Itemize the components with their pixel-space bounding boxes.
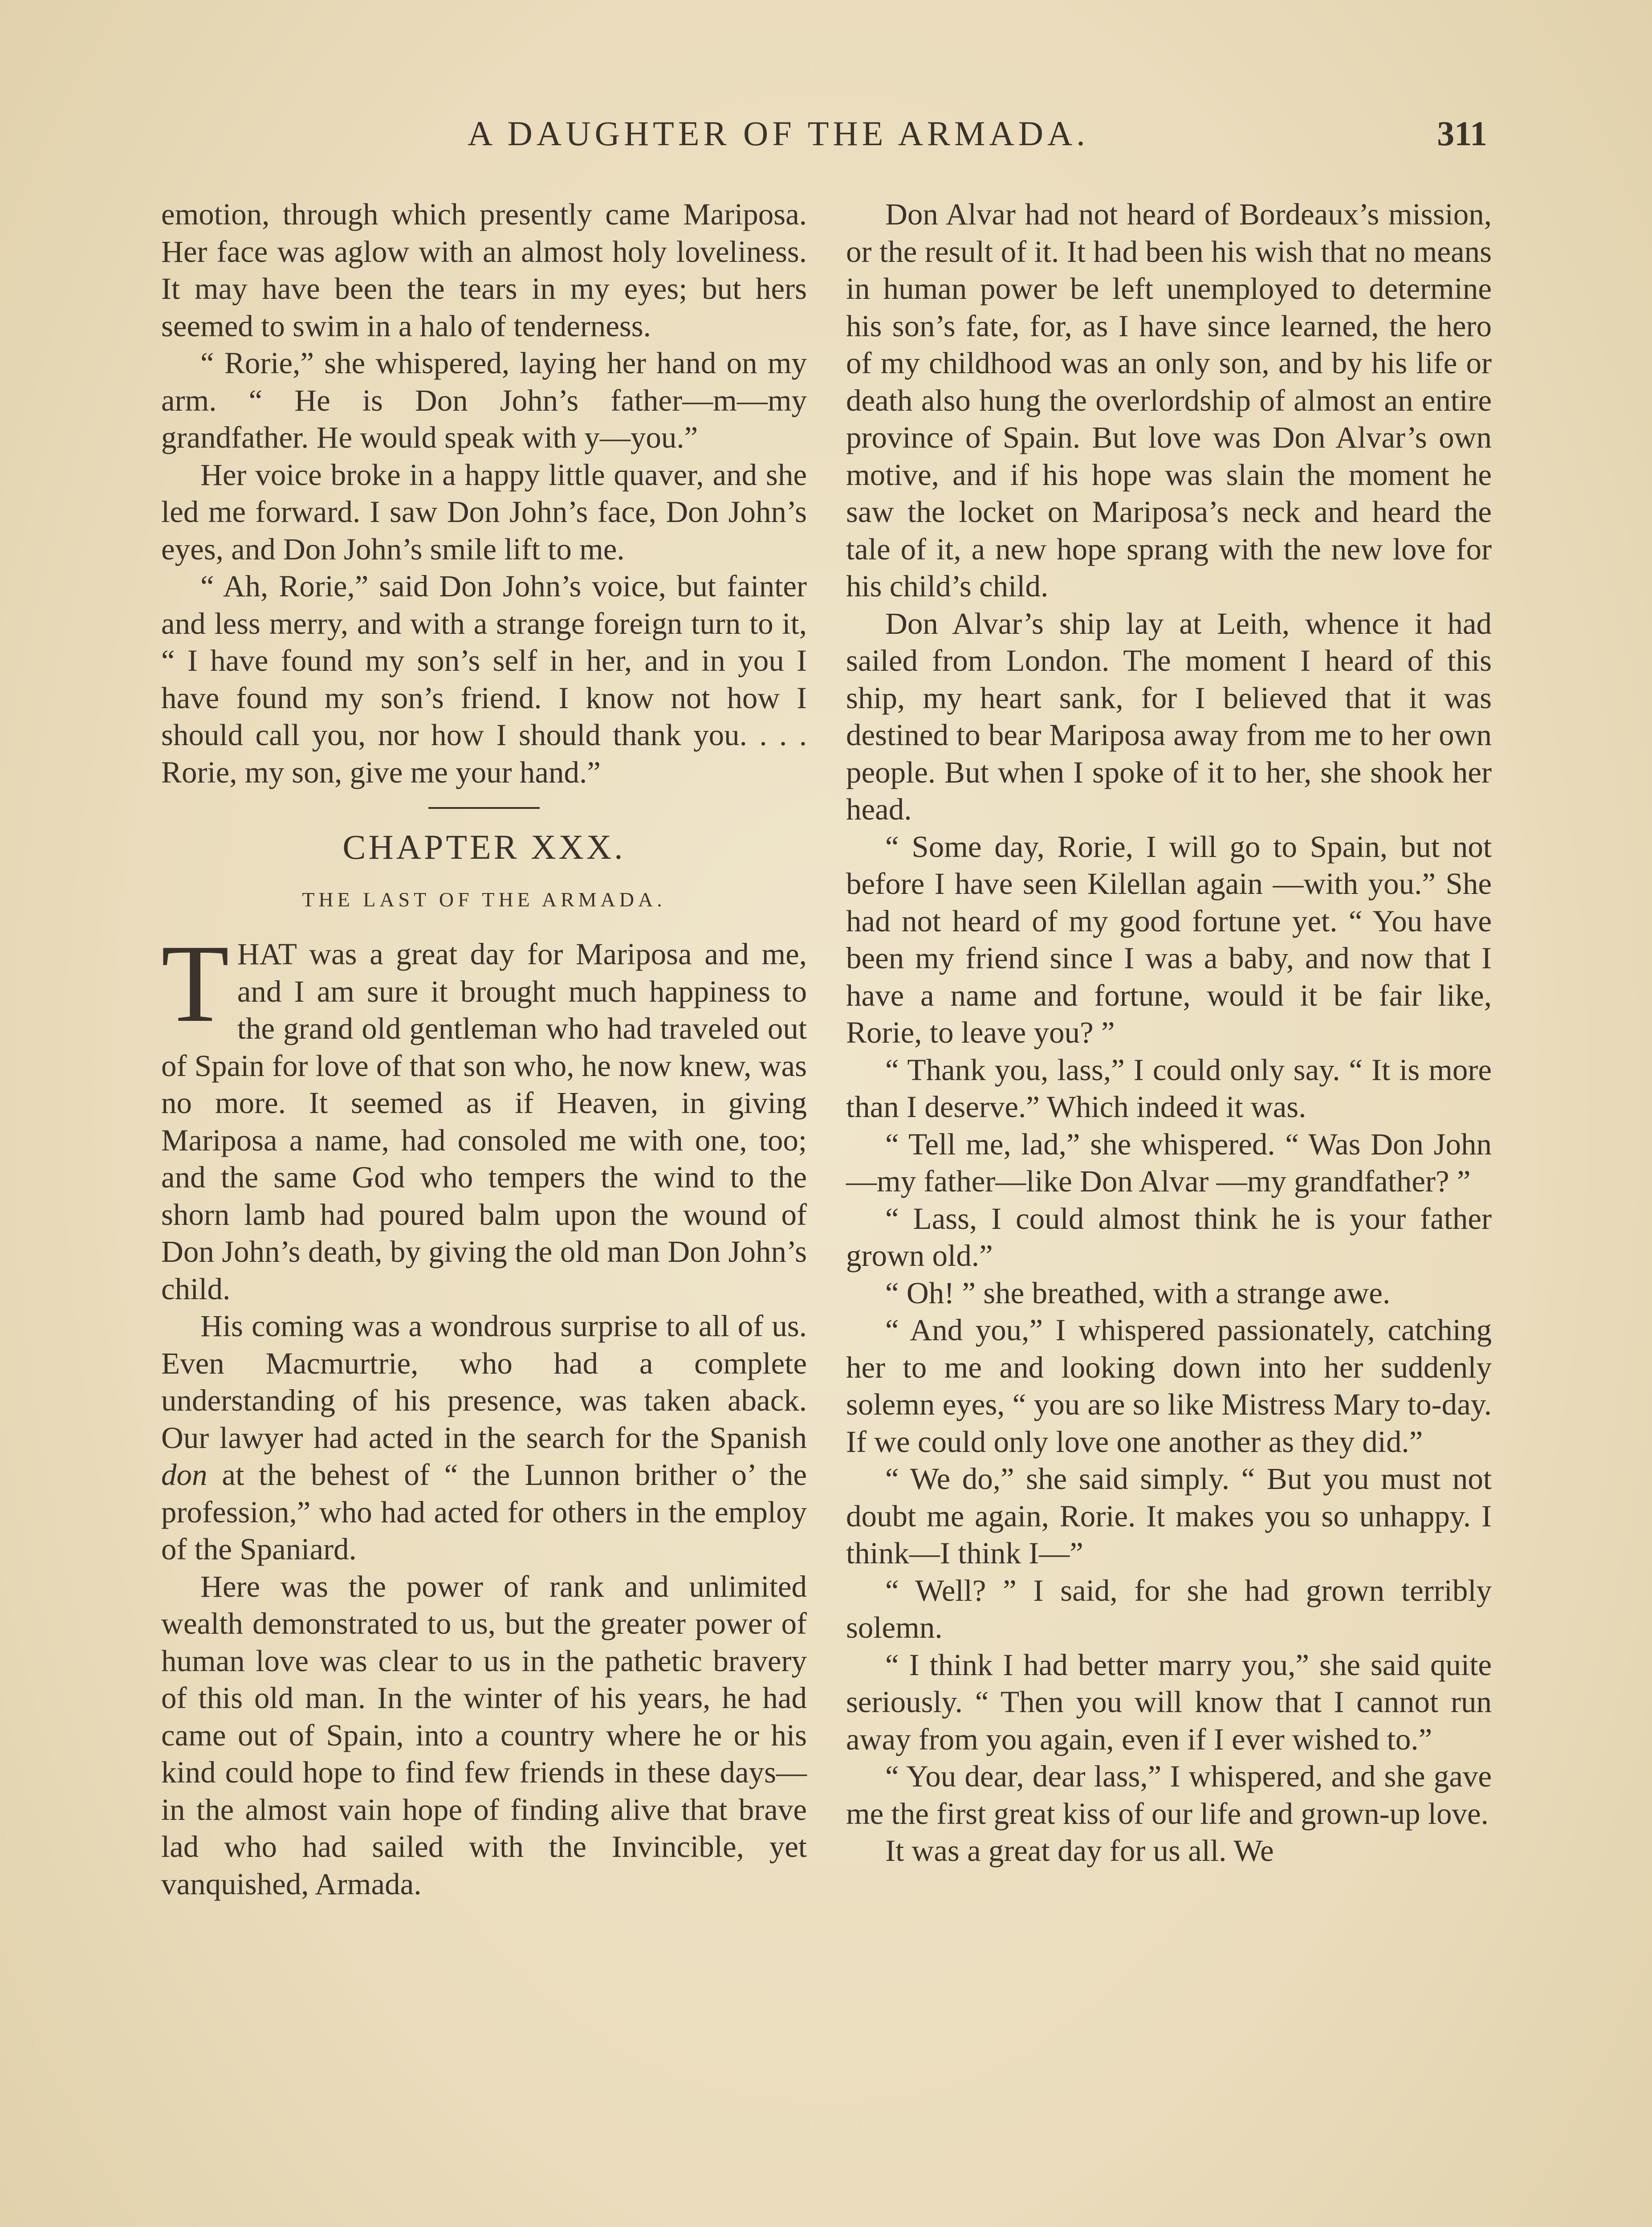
paragraph: “ You dear, dear lass,” I whispered, and she gave me the first great kiss of our life and grown-up love. [846, 1759, 1492, 1831]
left-column [161, 196, 807, 2227]
drop-cap: T [161, 922, 229, 1045]
paragraph: “ And you,” I whispered passionately, catching her to me and looking down into her suddenly solemn eyes, “ you are so like Mistress Mary to-day. If we could only love one another as they did.” [846, 1313, 1492, 1459]
paragraph: Her voice broke in a happy little quaver, and she led me forward. I saw Don John’s face, Don John’s eyes, and Don John’s smile lift to me. [161, 457, 807, 566]
paragraph: emotion, through which presently came Mariposa. Her face was aglow with an almost holy loveliness. It may have been the tears in my eyes; but hers seemed to swim in a halo of tenderness. [161, 197, 807, 343]
paragraph-text: HAT was a great day for Mariposa and me, and I am sure it brought much happiness to the grand old gentleman who had traveled out of Spain for love of that son who, he now knew, was no more. It seemed as if Heaven, in giving Mariposa a name, had consoled me with one, too; and the same God who tempers the wind to the shorn lamb had poured balm upon the wound of Don John’s death, by giving the old man Don John’s child. [161, 937, 807, 1306]
paragraph: “ Ah, Rorie,” said Don John’s voice, but fainter and less merry, and with a strange foreign turn to it, “ I have found my son’s self in her, and in you I have found my son’s friend. I know not how I should call you, nor how I should thank you. . . . Rorie, my son, give me your hand.” [161, 569, 807, 789]
paragraph: Here was the power of rank and unlimited wealth demonstrated to us, but the greater power of human love was clear to us in the pathetic bravery of this old man. In the winter of his years, he had came out of Spain, into a country where he or his kind could hope to find few friends in these days—in the almost vain hope of finding alive that brave lad who had sailed with the Invincible, yet vanquished, Armada. [161, 1569, 807, 1901]
chapter-title: CHAPTER XXX. [342, 828, 626, 866]
italic-word: don [161, 1458, 208, 1492]
paragraph [161, 1308, 807, 1568]
paragraph-text: His coming was a wondrous surprise to all of us. Even Macmurtrie, who had a complete understanding of his presence, was taken aback. Our lawyer had acted in the search for the Spanish [161, 1309, 807, 1455]
section-divider [428, 807, 540, 809]
paragraph: Don Alvar had not heard of Bordeaux’s mission, or the result of it. It had been his wish that no means in human power be left unemployed to determine his son’s fate, for, as I have since learned, the hero of my childhood was an only son, and by his life or death also hung the overlordship of almost an entire province of Spain. But love was Don Alvar’s own motive, and if his hope was slain the moment he saw the locket on Mariposa’s neck and heard the tale of it, a new hope sprang with the new love for his child’s child. [846, 197, 1492, 603]
running-title: A DAUGHTER OF THE ARMADA. [468, 114, 1089, 153]
paragraph: “ Tell me, lad,” she whispered. “ Was Don John—my father—like Don Alvar —my grandfather? ” [846, 1127, 1492, 1198]
paragraph: “ Some day, Rorie, I will go to Spain, but not before I have seen Kilellan again —with you.” She had not heard of my good fortune yet. “ You have been my friend since I was a baby, and now that I have a name and fortune, would it be fair like, Rorie, to leave you? ” [846, 829, 1492, 1049]
paragraph-text: at the behest of “ the Lunnon brither o’ the profession,” who had acted for others in the employ of the Spaniard. [161, 1458, 807, 1566]
chapter-subtitle: THE LAST OF THE ARMADA. [302, 888, 666, 911]
chapter-opening-paragraph [161, 922, 807, 1308]
paragraph: “ I think I had better marry you,” she said quite seriously. “ Then you will know that I cannot run away from you again, even if I ever wished to.” [846, 1648, 1492, 1756]
paragraph: “ We do,” she said simply. “ But you must not doubt me again, Rorie. It makes you so unhappy. I think—I think I—” [846, 1462, 1492, 1570]
paragraph: It was a great day for us all. We [885, 1834, 1274, 1868]
paragraph: “ Well? ” I said, for she had grown terribly solemn. [846, 1573, 1492, 1644]
paragraph: “ Oh! ” she breathed, with a strange awe. [885, 1276, 1391, 1310]
right-column [846, 196, 1492, 2227]
paragraph: “ Rorie,” she whispered, laying her hand on my arm. “ He is Don John’s father—m—my grandfather. He would speak with y—you.” [161, 346, 807, 454]
paragraph: “ Lass, I could almost think he is your father grown old.” [846, 1201, 1492, 1273]
page-header [0, 114, 1652, 163]
page-number: 311 [1437, 114, 1487, 153]
paragraph: “ Thank you, lass,” I could only say. “ It is more than I deserve.” Which indeed it was. [846, 1052, 1492, 1124]
paragraph: Don Alvar’s ship lay at Leith, whence it had sailed from London. The moment I heard of this ship, my heart sank, for I believed that it was destined to bear Mariposa away from me to her own people. But when I spoke of it to her, she shook her head. [846, 606, 1492, 826]
